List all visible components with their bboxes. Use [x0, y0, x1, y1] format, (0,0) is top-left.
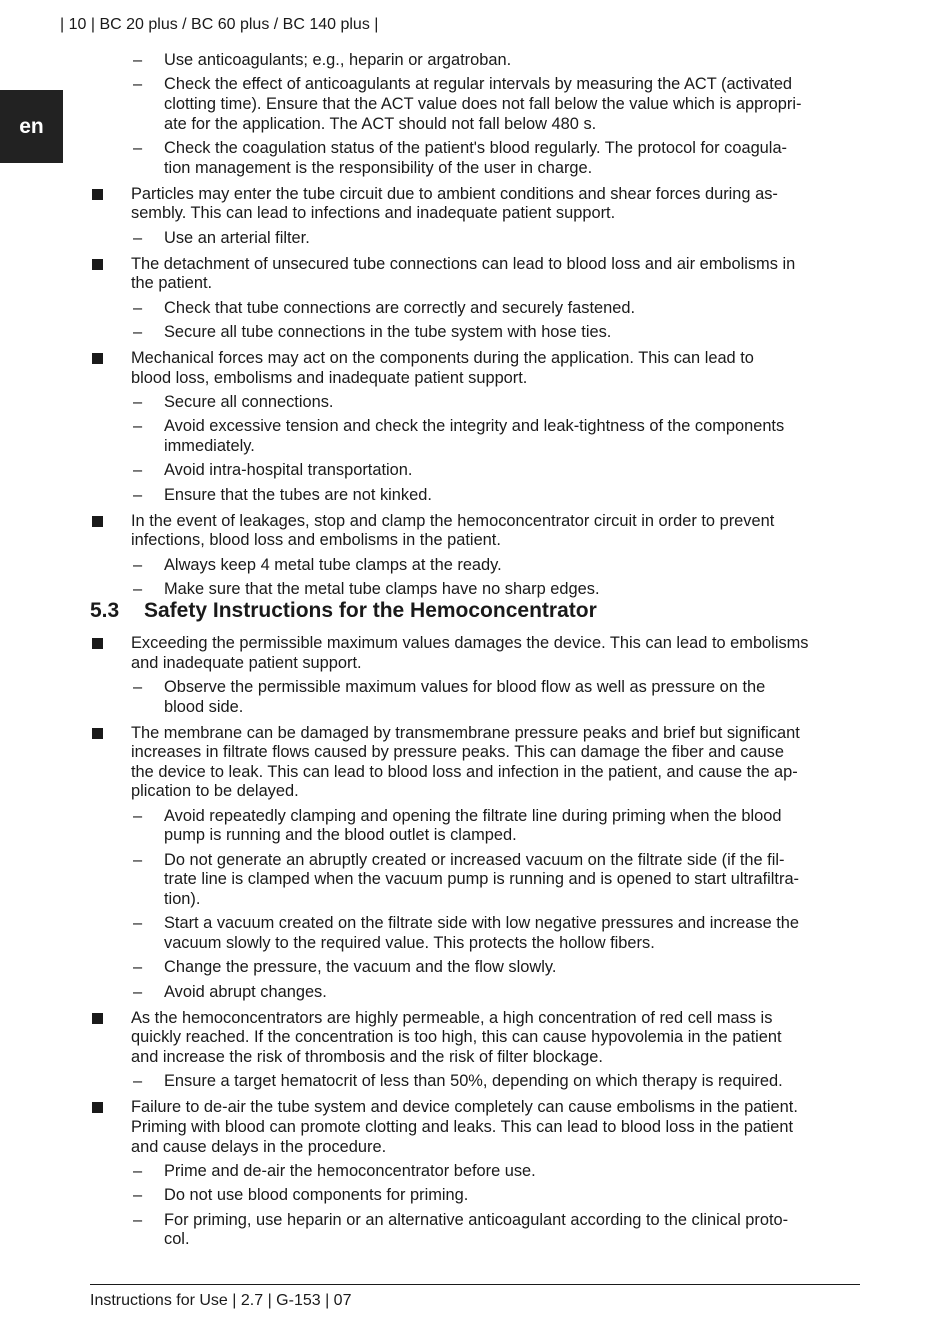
bullet-icon: [92, 259, 103, 270]
bullet-icon: [92, 638, 103, 649]
list-item-text: infections, blood loss and embolisms in the patient.: [131, 531, 501, 550]
sub-item-text: Avoid intra-hospital transportation.: [164, 461, 413, 480]
dash-marker: –: [133, 580, 143, 599]
bullet-icon: [92, 1013, 103, 1024]
dash-marker: –: [133, 678, 143, 696]
sub-item-text: Observe the permissible maximum values for blood flow as well as pressure on the: [164, 678, 766, 696]
sub-item-text: Secure all tube connections in the tube system with hose ties.: [164, 323, 612, 341]
page-header: | 10 | BC 20 plus / BC 60 plus / BC 140 plus |: [60, 16, 379, 33]
list-item-text: In the event of leakages, stop and clamp the hemoconcentrator circuit in order to prevent: [131, 511, 775, 530]
sub-item-text: Avoid excessive tension and check the integrity and leak-tightness of the components: [164, 417, 785, 436]
sub-item-text: Ensure that the tubes are not kinked.: [164, 485, 432, 504]
sub-item-text: Use anticoagulants; e.g., heparin or argatroban.: [164, 51, 512, 69]
list-item-text: The detachment of unsecured tube connections can lead to blood loss and air embolisms in: [131, 254, 796, 273]
sub-item-text: Change the pressure, the vacuum and the flow slowly.: [164, 958, 557, 977]
list-item-text: and increase the risk of thrombosis and the risk of filter blockage.: [131, 1048, 603, 1066]
footer-divider: [90, 1284, 860, 1285]
list-item-text: blood loss, embolisms and inadequate patient support.: [131, 368, 528, 387]
sub-item-text: blood side.: [164, 697, 244, 716]
dash-marker: –: [133, 298, 143, 317]
sub-item-text: Secure all connections.: [164, 393, 334, 411]
sub-item-text: Avoid abrupt changes.: [164, 982, 327, 1001]
sub-item-text: Start a vacuum created on the filtrate side with low negative pressures and increase the: [164, 914, 800, 933]
dash-marker: –: [133, 1072, 143, 1091]
dash-marker: –: [133, 228, 143, 247]
sub-item-text: Make sure that the metal tube clamps have no sharp edges.: [164, 580, 600, 599]
dash-marker: –: [133, 555, 143, 574]
list-item-text: Failure to de-air the tube system and device completely can cause embolisms in the patient.: [131, 1098, 798, 1117]
dash-marker: –: [133, 850, 143, 869]
sub-item-text: tion).: [164, 890, 201, 908]
section-heading: [90, 601, 597, 621]
sub-item-text: Check the coagulation status of the patient's blood regularly. The protocol for coagula-: [164, 139, 788, 157]
list-item-text: Exceeding the permissible maximum values damages the device. This can lead to embolisms: [131, 634, 809, 652]
dash-marker: –: [133, 1210, 143, 1229]
list-item-text: the patient.: [131, 274, 213, 293]
sub-item-text: tion management is the responsibility of the user in charge.: [164, 158, 593, 177]
sub-item-text: clotting time). Ensure that the ACT value does not fall below the value which is appropri-: [164, 95, 802, 113]
sub-item-text: Use an arterial filter.: [164, 228, 310, 247]
dash-marker: –: [133, 393, 143, 411]
sub-item-text: pump is running and the blood outlet is clamped.: [164, 826, 517, 845]
sub-item-text: Do not use blood components for priming.: [164, 1186, 469, 1205]
sub-item-text: For priming, use heparin or an alternative anticoagulant according to the clinical proto-: [164, 1210, 789, 1229]
list-item-text: Priming with blood can promote clotting and leaks. This can lead to blood loss in the patient: [131, 1118, 794, 1136]
page-footer: Instructions for Use | 2.7 | G-153 | 07: [90, 1292, 352, 1309]
dash-marker: –: [133, 323, 143, 341]
dash-marker: –: [133, 51, 143, 69]
list-item-text: the device to leak. This can lead to blood loss and infection in the patient, and cause the ap-: [131, 762, 798, 781]
sub-item-text: col.: [164, 1230, 190, 1249]
bullet-icon: [92, 1102, 103, 1113]
bullet-icon: [92, 189, 103, 200]
list-item-text: Mechanical forces may act on the components during the application. This can lead to: [131, 349, 754, 367]
sub-item-text: Ensure a target hematocrit of less than 50%, depending on which therapy is required.: [164, 1072, 783, 1091]
language-tab: en: [0, 90, 63, 163]
list-item-text: and cause delays in the procedure.: [131, 1137, 387, 1156]
sub-item-text: Always keep 4 metal tube clamps at the ready.: [164, 555, 502, 574]
dash-marker: –: [133, 914, 143, 933]
bullet-icon: [92, 728, 103, 739]
list-item-text: increases in filtrate flows caused by pressure peaks. This can damage the fiber and cause: [131, 743, 784, 762]
sub-item-text: immediately.: [164, 437, 255, 455]
list-item-text: The membrane can be damaged by transmembrane pressure peaks and brief but significant: [131, 723, 800, 742]
sub-item-text: ate for the application. The ACT should not fall below 480 s.: [164, 114, 597, 133]
sub-item-text: Avoid repeatedly clamping and opening the filtrate line during priming when the blood: [164, 806, 782, 825]
sub-item-text: Do not generate an abruptly created or increased vacuum on the filtrate side (if the fil-: [164, 850, 785, 869]
dash-marker: –: [133, 75, 143, 94]
sub-item-text: Prime and de-air the hemoconcentrator before use.: [164, 1162, 536, 1180]
bullet-icon: [92, 516, 103, 527]
sub-item-text: Check that tube connections are correctly and securely fastened.: [164, 298, 636, 317]
dash-marker: –: [133, 1186, 143, 1205]
sub-item-text: Check the effect of anticoagulants at regular intervals by measuring the ACT (activated: [164, 75, 793, 94]
bullet-icon: [92, 353, 103, 364]
section-number: 5.3: [90, 599, 120, 622]
list-item-text: sembly. This can lead to infections and inadequate patient support.: [131, 204, 616, 223]
list-item-text: plication to be delayed.: [131, 782, 299, 801]
sub-item-text: vacuum slowly to the required value. This protects the hollow fibers.: [164, 934, 655, 952]
dash-marker: –: [133, 982, 143, 1001]
dash-marker: –: [133, 417, 143, 436]
list-item-text: and inadequate patient support.: [131, 653, 362, 672]
list-item-text: Particles may enter the tube circuit due to ambient conditions and shear forces during as-: [131, 184, 778, 203]
section-title: Safety Instructions for the Hemoconcentrator: [144, 599, 597, 622]
dash-marker: –: [133, 958, 143, 977]
dash-marker: –: [133, 139, 143, 157]
sub-item-text: trate line is clamped when the vacuum pump is running and is opened to start ultrafiltra-: [164, 870, 800, 889]
dash-marker: –: [133, 485, 143, 504]
list-item-text: As the hemoconcentrators are highly permeable, a high concentration of red cell mass is: [131, 1008, 773, 1027]
dash-marker: –: [133, 461, 143, 480]
dash-marker: –: [133, 806, 143, 825]
list-item-text: quickly reached. If the concentration is too high, this can cause hypovolemia in the patient: [131, 1028, 782, 1047]
dash-marker: –: [133, 1162, 143, 1180]
